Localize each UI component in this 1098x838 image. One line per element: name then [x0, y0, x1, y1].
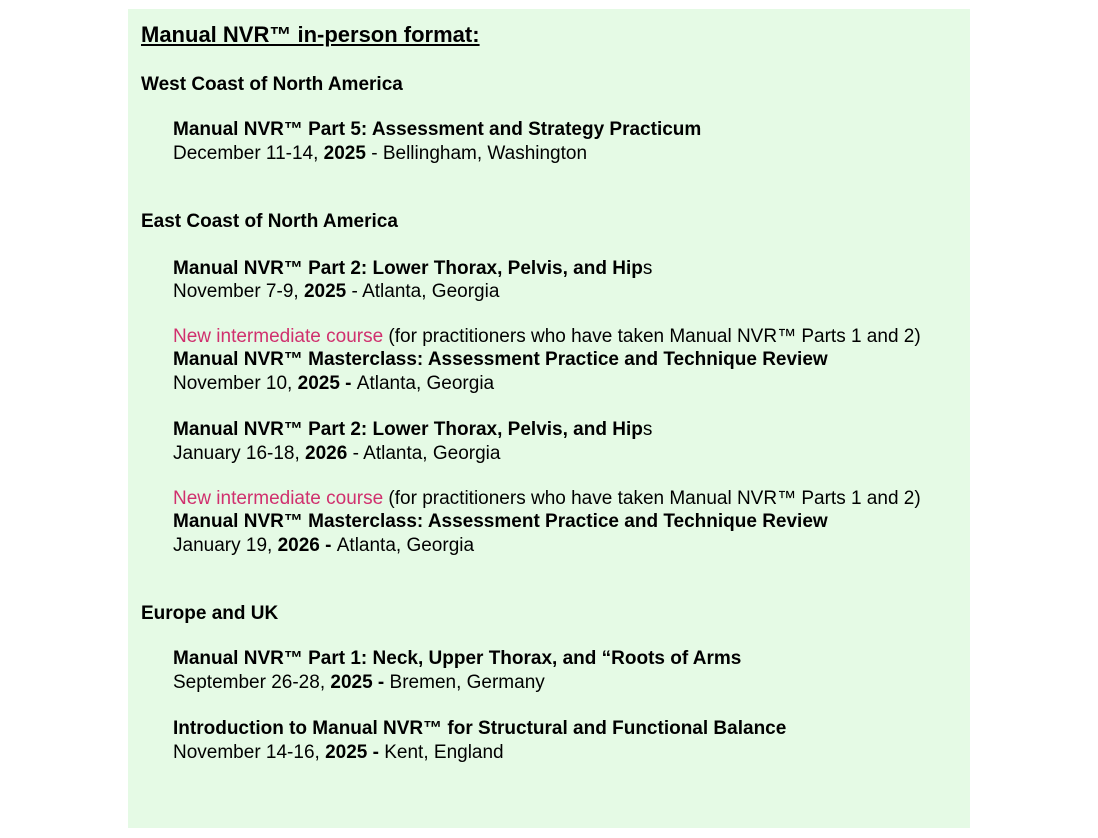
region-heading-europe: Europe and UK — [141, 603, 279, 624]
course-date-line — [173, 142, 587, 166]
course-tag-line — [173, 325, 921, 349]
course-date-line — [173, 372, 494, 396]
course-dates: November 14-16, — [173, 742, 326, 763]
course-name — [173, 418, 652, 442]
page-title: Manual NVR™ in-person format: — [141, 22, 480, 47]
course-name: Introduction to Manual NVR™ for Structural and Functional Balance — [173, 718, 787, 739]
course-location: Bremen, Germany — [389, 672, 545, 693]
course-year: 2025 — [297, 373, 340, 394]
schedule-panel — [128, 9, 970, 828]
course-name-suffix: s — [642, 419, 653, 440]
course-date-line — [173, 671, 545, 695]
course-year: 2026 — [277, 535, 320, 556]
course-location: Atlanta, Georgia — [336, 535, 475, 556]
course-name: Manual NVR™ Part 1: Neck, Upper Thorax, and “Roots of Arms — [173, 648, 742, 669]
course-year: 2025 — [330, 672, 373, 693]
region-heading-west: West Coast of North America — [141, 74, 403, 95]
course-name: Manual NVR™ Part 5: Assessment and Strategy Practicum — [173, 119, 702, 140]
course-tag-line — [173, 487, 921, 511]
course-year: 2025 — [303, 281, 347, 302]
course-year: 2025 — [325, 742, 368, 763]
new-course-link[interactable]: New intermediate course — [173, 488, 384, 509]
course-separator: - — [339, 373, 357, 394]
course-date-line — [173, 280, 499, 304]
course-location: Bellingham, Washington — [382, 143, 588, 164]
course-name-main: Manual NVR™ Part 2: Lower Thorax, Pelvis, and Hip — [173, 258, 643, 279]
course-dates: January 16-18, — [173, 443, 306, 464]
course-dates: November 7-9, — [173, 281, 304, 302]
course-tag-note: (for practitioners who have taken Manual NVR™ Parts 1 and 2) — [383, 488, 921, 509]
course-location: Kent, England — [384, 742, 504, 763]
course-date-line — [173, 534, 474, 558]
course-dates: November 10, — [173, 373, 298, 394]
course-date-line — [173, 741, 504, 765]
course-location: Atlanta, Georgia — [356, 373, 495, 394]
new-course-link[interactable]: New intermediate course — [173, 326, 384, 347]
course-dates: December 11-14, — [173, 143, 324, 164]
course-location: Atlanta, Georgia — [363, 443, 501, 464]
course-name: Manual NVR™ Masterclass: Assessment Practice and Technique Review — [173, 349, 828, 370]
region-heading-east: East Coast of North America — [141, 211, 398, 232]
course-tag-note: (for practitioners who have taken Manual NVR™ Parts 1 and 2) — [383, 326, 921, 347]
course-year: 2026 — [305, 443, 348, 464]
course-separator: - — [365, 143, 383, 164]
course-separator: - — [319, 535, 337, 556]
course-year: 2025 — [323, 143, 366, 164]
course-separator: - — [346, 281, 363, 302]
course-name-main: Manual NVR™ Part 2: Lower Thorax, Pelvis, and Hip — [173, 419, 643, 440]
course-dates: September 26-28, — [173, 672, 331, 693]
course-separator: - — [367, 742, 385, 763]
course-location: Atlanta, Georgia — [362, 281, 500, 302]
course-dates: January 19, — [173, 535, 278, 556]
course-name-suffix: s — [642, 258, 653, 279]
course-separator: - — [347, 443, 364, 464]
course-name: Manual NVR™ Masterclass: Assessment Practice and Technique Review — [173, 511, 828, 532]
course-date-line — [173, 442, 500, 466]
course-separator: - — [372, 672, 390, 693]
course-name — [173, 257, 652, 281]
